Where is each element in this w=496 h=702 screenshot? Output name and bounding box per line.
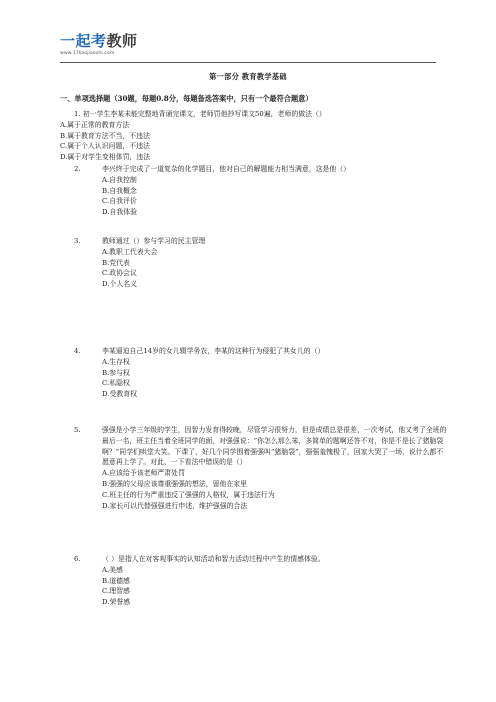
question-3 (60, 236, 448, 290)
question-1 (60, 109, 448, 163)
option: C.理智感 (102, 587, 130, 596)
question-number: 2. (74, 165, 81, 173)
option: C.私隐权 (102, 379, 130, 388)
question-number: 4. (74, 347, 81, 355)
option: D.受教育权 (102, 390, 138, 399)
option: D.家长可以代替强强进行申述，维护强强的合法 (102, 501, 248, 510)
option: C.自我评价 (102, 197, 137, 206)
option: A.美感 (102, 565, 123, 574)
option: A.教职工代表大会 (102, 247, 158, 256)
option: B.党代表 (102, 258, 130, 267)
option: C.政协会议 (102, 269, 137, 278)
question-stem: 教师通过（）参与学习的民主管理 (102, 237, 206, 245)
option: D.自我体验 (102, 208, 138, 217)
option: C.属于个人认识问题，不违法 (60, 142, 150, 151)
option: A.生存权 (102, 357, 130, 366)
question-stem: 李某逼迫自己14岁的女儿辍学务农，李某的这种行为侵犯了其女儿的（） (102, 347, 325, 355)
section-heading: 一、单项选择题（30题，每题0.8分，每题备选答案中，只有一个最符合题意） (60, 94, 313, 103)
header-rule (60, 62, 436, 63)
question-6 (60, 554, 448, 608)
option: A.自我控制 (102, 175, 137, 184)
question-4 (60, 346, 448, 400)
option: B.强强的父母应该尊重强强的想法，留他在家里 (102, 479, 248, 488)
option: B.参与权 (102, 368, 130, 377)
question-stem: 1. 初一学生李某未能完整地背诵完课文，老师罚他抄写课文50遍，老师的做法（） (74, 110, 326, 118)
question-number: 6. (74, 555, 81, 563)
option: D.荣誉感 (102, 598, 131, 607)
question-2 (60, 164, 448, 218)
question-number: 3. (74, 237, 81, 245)
question-stem: （ ）是指人在对客观事实的认知活动和智力活动过程中产生的情感体验。 (102, 555, 325, 563)
question-5 (60, 425, 448, 511)
option: A.应该给予该老师严肃处罚 (102, 469, 185, 478)
question-stem: 强强是小学三年级的学生，因智力发育得较晚，尽管学习很努力，但是成绩总是很差，一次考试，他又考了全班的最后一名，班主任当着全班同学的面，对强强说：“你怎么那么笨，多简单的题啊还答不对，你是不是长了猪脑袋啊？”同学们哄堂大笑。下课了，好几个同学围着强强叫“猪脑袋”，强强羞愧极了，回家大哭了一场，说什么都不愿意再上学了。对此，一下看法中错误的是（） (102, 426, 447, 467)
question-number: 5. (74, 426, 81, 434)
option: B.道德感 (102, 576, 130, 585)
doc-title: 第一部分 教育教学基础 (209, 72, 287, 81)
option: A.属于正常的教育方法 (60, 120, 130, 129)
option: D.个人名义 (102, 280, 138, 289)
option: B.属于教育方法不当，不违法 (60, 131, 150, 140)
question-stem: 李兴终于完成了一道复杂的化学题目，他对自己的解题能力相当满意，这是他（） (102, 165, 351, 173)
option: B.自我概念 (102, 186, 137, 195)
logo-text: 一起考教师 (60, 32, 138, 50)
logo-url: www.17kaojiaoshi.com (60, 51, 115, 56)
option: C.班主任的行为严重违反了强强的人格权，属于违法行为 (102, 490, 275, 499)
option: D.属于对学生变相体罚，违法 (60, 153, 151, 162)
site-logo[interactable] (60, 33, 150, 56)
